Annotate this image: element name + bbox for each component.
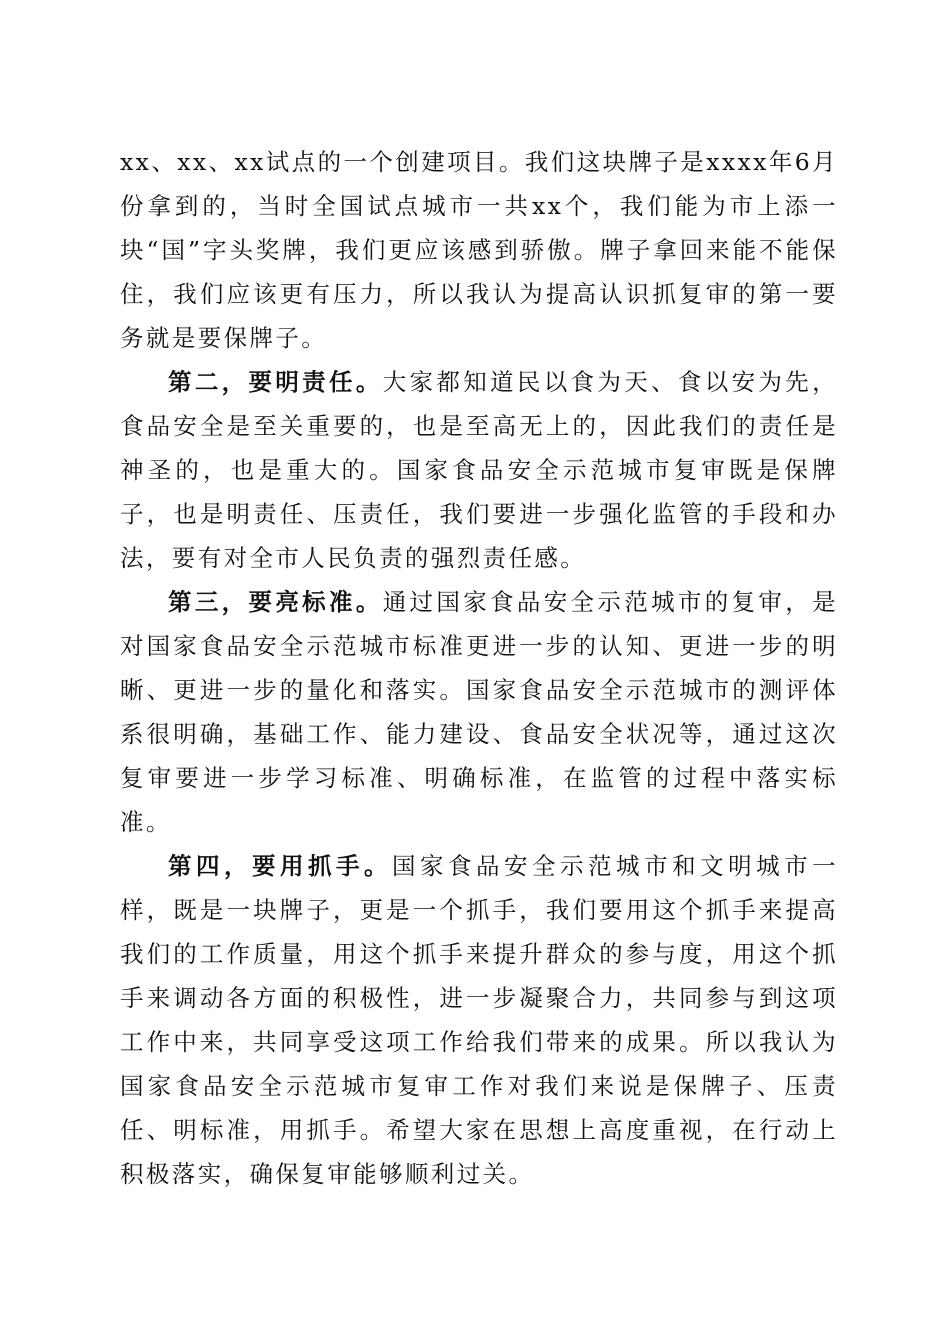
paragraph-heading: 第二，要明责任。 [168,368,383,396]
paragraph-heading: 第四，要用抓手。 [168,852,393,880]
paragraph-heading: 第三，要亮标准。 [168,588,383,616]
paragraph-third-point [120,580,838,844]
paragraph-fourth-point [120,844,838,1196]
paragraph-continuation [120,140,838,360]
paragraph-text: 通过国家食品安全示范城市的复审，是对国家食品安全示范城市标准更进一步的认知、更进一步的明晰、更进一步的量化和落实。国家食品安全示范城市的测评体系很明确，基础工作、能力建设、食品安全状况等，通过这次复审要进一步学习标准、明确标准，在监管的过程中落实标准。 [120,588,838,836]
paragraph-text: xx、xx、xx试点的一个创建项目。我们这块牌子是xxxx年6月份拿到的，当时全国试点城市一共xx个，我们能为市上添一块“国”字头奖牌，我们更应该感到骄傲。牌子拿回来能不能保住，我们应该更有压力，所以我认为提高认识抓复审的第一要务就是要保牌子。 [120,148,838,352]
document-body [120,140,838,1196]
paragraph-second-point [120,360,838,580]
paragraph-text: 大家都知道民以食为天、食以安为先，食品安全是至关重要的，也是至高无上的，因此我们的责任是神圣的，也是重大的。国家食品安全示范城市复审既是保牌子，也是明责任、压责任，我们要进一步强化监管的手段和办法，要有对全市人民负责的强烈责任感。 [120,368,838,572]
paragraph-text: 国家食品安全示范城市和文明城市一样，既是一块牌子，更是一个抓手，我们要用这个抓手来提高我们的工作质量，用这个抓手来提升群众的参与度，用这个抓手来调动各方面的积极性，进一步凝聚合力，共同参与到这项工作中来，共同享受这项工作给我们带来的成果。所以我认为国家食品安全示范城市复审工作对我们来说是保牌子、压责任、明标准，用抓手。希望大家在思想上高度重视，在行动上积极落实，确保复审能够顺利过关。 [120,852,838,1188]
